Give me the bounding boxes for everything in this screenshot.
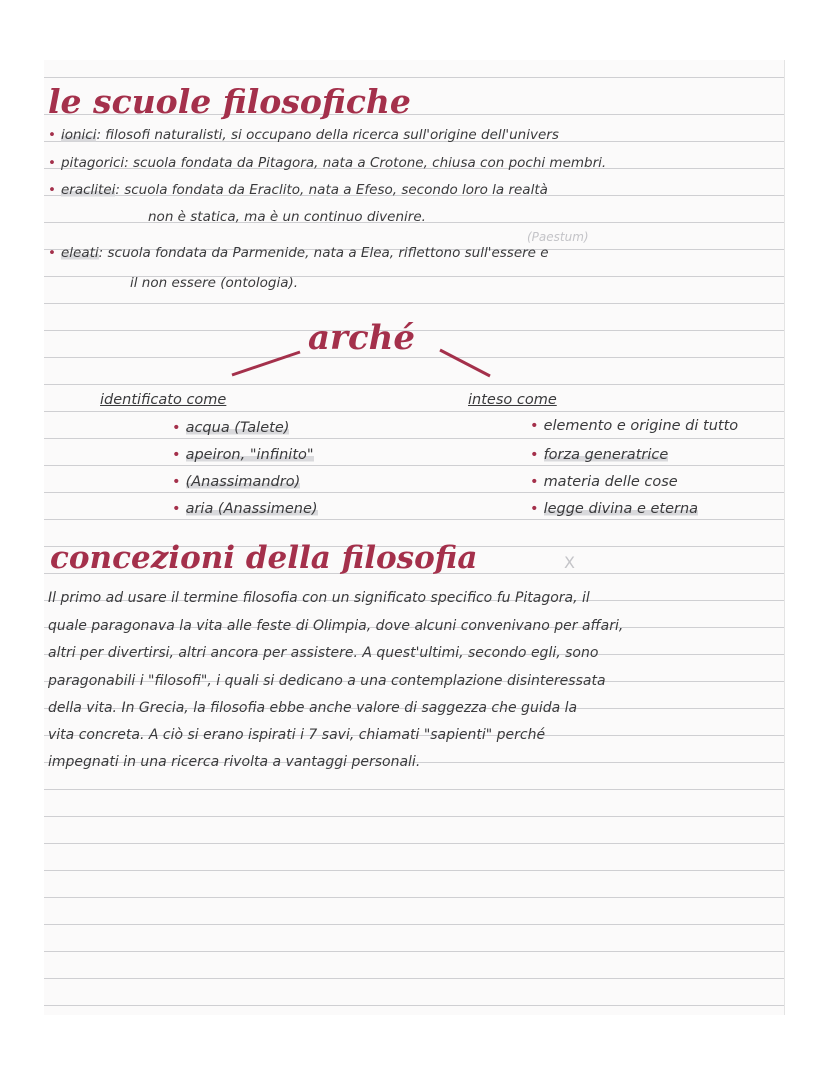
branch-right xyxy=(440,350,490,376)
right-item: • forza generatrice xyxy=(530,447,669,463)
paragraph-line: della vita. In Grecia, la filosofia ebbe anche valore di saggezza che guida la xyxy=(48,700,578,716)
school-text: : scuola fondata da Eraclito, nata a Efeso, secondo loro la realtà xyxy=(115,182,548,198)
school-text: : filosofi naturalisti, si occupano della ricerca sull'origine dell'univers xyxy=(96,127,559,143)
school-name: eleati xyxy=(60,245,99,261)
paragraph-line: altri per divertirsi, altri ancora per assistere. A quest'ultimi, secondo egli, sono xyxy=(48,645,599,661)
section-title-concezioni: concezioni della filosofia xyxy=(50,540,478,576)
school-eraclitei: • eraclitei: scuola fondata da Eraclito, nata a Efeso, secondo loro la realtà xyxy=(48,182,548,198)
section-title-scuole: le scuole filosofiche xyxy=(48,82,411,121)
left-item-text: (Anassimandro) xyxy=(185,474,301,490)
paragraph-line: paragonabili i "filosofi", i quali si dedicano a una contemplazione disinteressata xyxy=(48,673,606,689)
school-name: ionici xyxy=(60,127,97,143)
left-item: • apeiron, "infinito" xyxy=(172,447,314,463)
left-item: • acqua (Talete) xyxy=(172,420,290,436)
branch-left xyxy=(232,352,300,375)
right-item: • materia delle cose xyxy=(530,474,678,490)
paragraph-line: vita concreta. A ciò si erano ispirati i 7 savi, chiamati "sapienti" perché xyxy=(48,727,546,743)
paragraph-line: Il primo ad usare il termine filosofia con un significato specifico fu Pitagora, il xyxy=(48,590,590,606)
arche-title: arché xyxy=(308,318,415,358)
right-item: • elemento e origine di tutto xyxy=(530,418,739,434)
school-text: : scuola fondata da Pitagora, nata a Crotone, chiusa con pochi membri. xyxy=(124,155,607,171)
school-name: eraclitei xyxy=(60,182,116,198)
school-eleati-cont: il non essere (ontologia). xyxy=(130,275,299,291)
right-heading: inteso come xyxy=(468,392,557,408)
school-pitagorici: • pitagorici: scuola fondata da Pitagora, nata a Crotone, chiusa con pochi membri. xyxy=(48,155,607,171)
left-heading: identificato come xyxy=(100,392,227,408)
left-item: • aria (Anassimene) xyxy=(172,501,318,517)
left-item-text: apeiron, "infinito" xyxy=(185,447,314,463)
left-item-text: acqua (Talete) xyxy=(185,420,290,436)
annotation-paestum: (Paestum) xyxy=(527,230,589,244)
school-text: : scuola fondata da Parmenide, nata a Elea, riflettono sull'essere e xyxy=(98,245,549,261)
school-eleati: • eleati: scuola fondata da Parmenide, nata a Elea, riflettono sull'essere e xyxy=(48,245,549,261)
right-item-text: materia delle cose xyxy=(543,474,678,490)
right-item: • legge divina e eterna xyxy=(530,501,699,517)
left-item: • (Anassimandro) xyxy=(172,474,301,490)
paragraph-line: quale paragonava la vita alle feste di Olimpia, dove alcuni convenivano per affari, xyxy=(48,618,624,634)
right-item-text: legge divina e eterna xyxy=(543,501,699,517)
right-item-text: forza generatrice xyxy=(543,447,669,463)
paragraph-line: impegnati in una ricerca rivolta a vantaggi personali. xyxy=(48,754,421,770)
school-eraclitei-cont: non è statica, ma è un continuo divenire. xyxy=(148,209,426,225)
right-item-text: elemento e origine di tutto xyxy=(543,418,739,434)
cross-mark: X xyxy=(564,553,575,572)
school-name: pitagorici xyxy=(60,155,125,171)
left-item-text: aria (Anassimene) xyxy=(185,501,318,517)
school-ionici: • ionici: filosofi naturalisti, si occupano della ricerca sull'origine dell'univers xyxy=(48,127,559,143)
